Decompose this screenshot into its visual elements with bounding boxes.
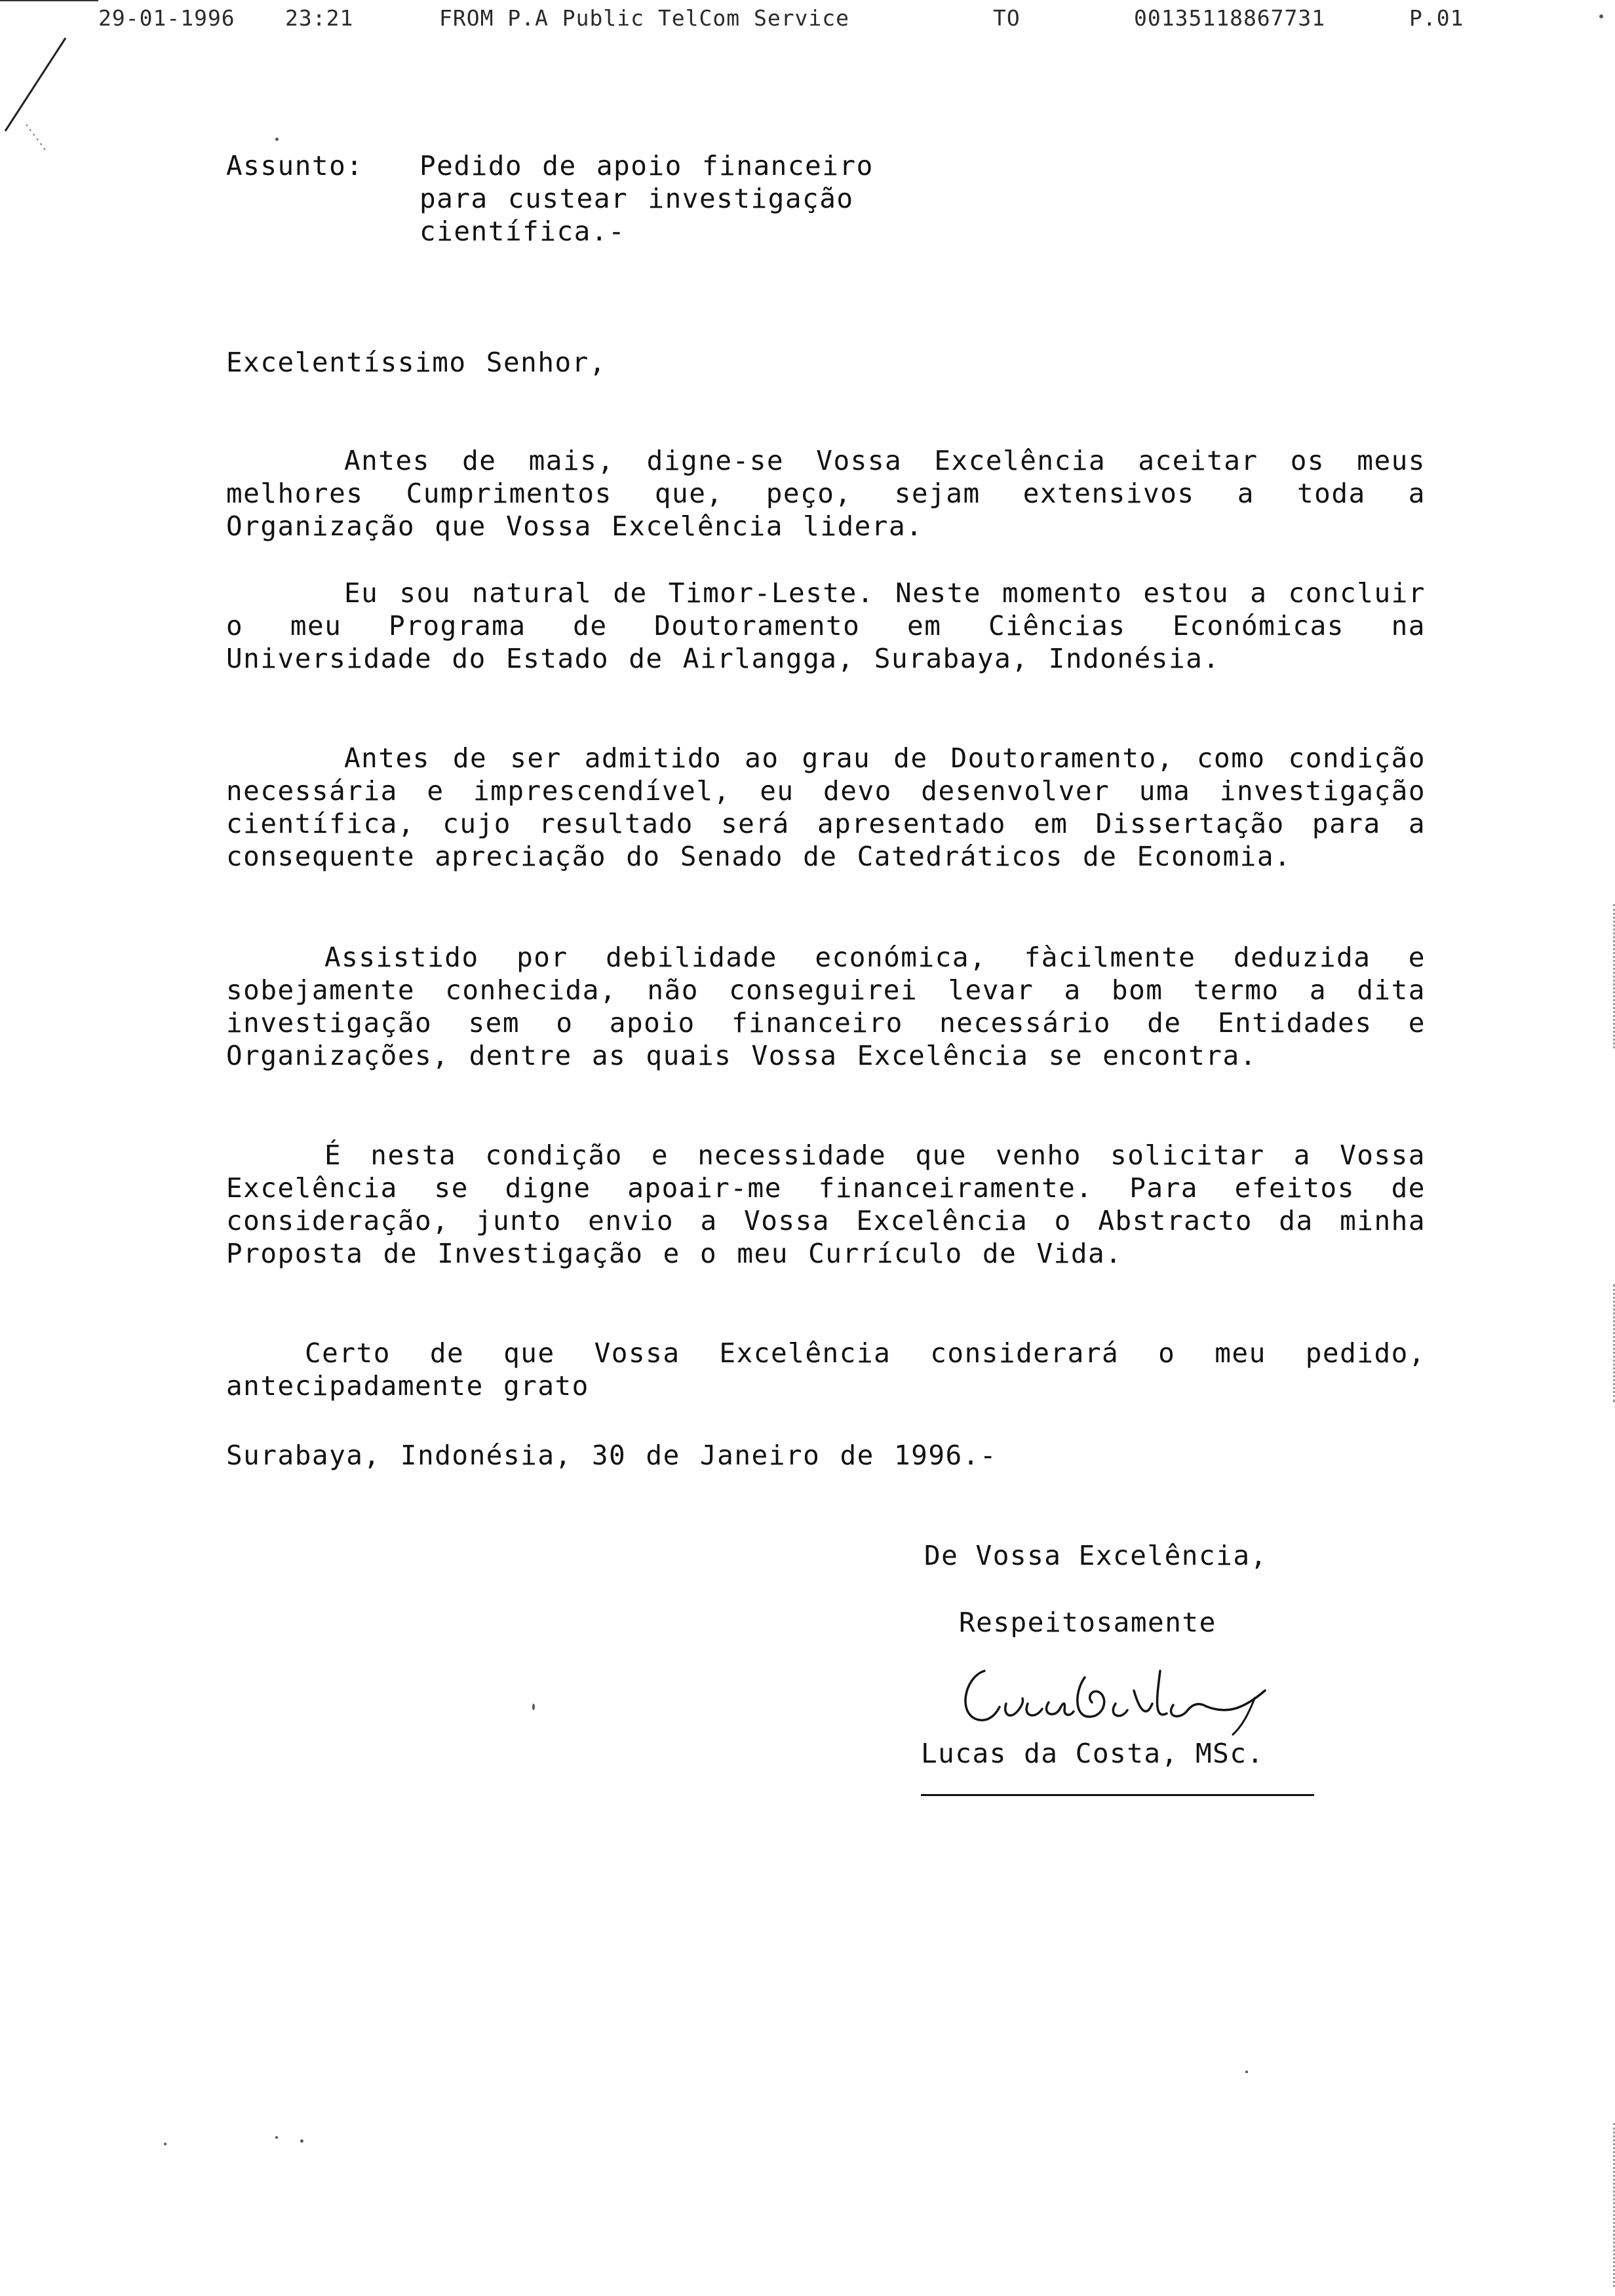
scan-edge-artifact	[1609, 904, 1615, 1048]
place-and-date: Surabaya, Indonésia, 30 de Janeiro de 1996.-	[226, 1440, 998, 1471]
fax-transmission-header	[0, 0, 1615, 39]
scan-speck	[300, 2139, 303, 2143]
fax-to-number: 00135118867731	[1134, 5, 1326, 31]
header-rule	[0, 0, 98, 1]
fax-to-label: TO	[993, 5, 1021, 31]
subject-line: científica.-	[419, 216, 626, 247]
paragraph: Assistido por debilidade económica, fàcilmente deduzida e sobejamente conhecida, não conseguirei levar a bom termo a dita investigação sem o apoio financeiro necessário de Entidades e Organizações, dentre as quais Vossa Excelência se encontra.	[226, 942, 1426, 1071]
scan-speck	[275, 2136, 278, 2139]
paragraph: Eu sou natural de Timor-Leste. Neste momento estou a concluir o meu Programa de Doutoramento em Ciências Económicas na Universidade do Estado de Airlangga, Surabaya, Indonésia.	[226, 577, 1426, 674]
subject-line: Pedido de apoio financeiro	[419, 150, 874, 182]
signer-name: Lucas da Costa, MSc.	[921, 1738, 1264, 1769]
scan-speck	[532, 1704, 535, 1710]
subject-label: Assunto:	[226, 150, 364, 182]
fax-date: 29-01-1996	[98, 5, 235, 31]
paragraph: É nesta condição e necessidade que venho solicitar a Vossa Excelência se digne apoair-me financeiramente. Para efeitos de consideração, junto envio a Vossa Excelência o Abstracto da minha Proposta de Investigação e o meu Currículo de Vida.	[226, 1139, 1426, 1269]
paragraph: Antes de mais, digne-se Vossa Excelência aceitar os meus melhores Cumprimentos que, peço, sejam extensivos a toda a Organização que Vossa Excelência lidera.	[226, 445, 1426, 542]
fax-from: FROM P.A Public TelCom Service	[439, 5, 850, 31]
fax-page-number: P.01	[1409, 5, 1464, 31]
subject-text	[419, 149, 874, 248]
subject-block	[226, 149, 1426, 248]
subject-line: para custear investigação	[419, 183, 854, 214]
scan-speck	[1245, 2071, 1248, 2073]
closing-line: Respeitosamente	[959, 1607, 1216, 1638]
salutation: Excelentíssimo Senhor,	[226, 347, 607, 378]
fax-time: 23:21	[285, 5, 354, 31]
scan-speck	[275, 138, 279, 141]
paragraph: Antes de ser admitido ao grau de Doutoramento, como condição necessária e imprescendível, eu devo desenvolver uma investigação científica, cujo resultado será apresentado em Dissertação para a consequente apreciação do Senado de Catedráticos de Economia.	[226, 742, 1426, 872]
signature-underline	[921, 1794, 1314, 1796]
scan-speck	[164, 2143, 166, 2145]
scan-edge-artifact	[1609, 1284, 1615, 1402]
scan-edge-artifact	[1609, 2123, 1615, 2287]
paragraph: Certo de que Vossa Excelência considerará o meu pedido, antecipadamente grato	[226, 1337, 1426, 1402]
scan-speck	[1599, 14, 1603, 18]
closing-line: De Vossa Excelência,	[924, 1540, 1268, 1571]
handwritten-signature-icon	[944, 1651, 1337, 1736]
pen-stroke-mark	[0, 26, 92, 157]
